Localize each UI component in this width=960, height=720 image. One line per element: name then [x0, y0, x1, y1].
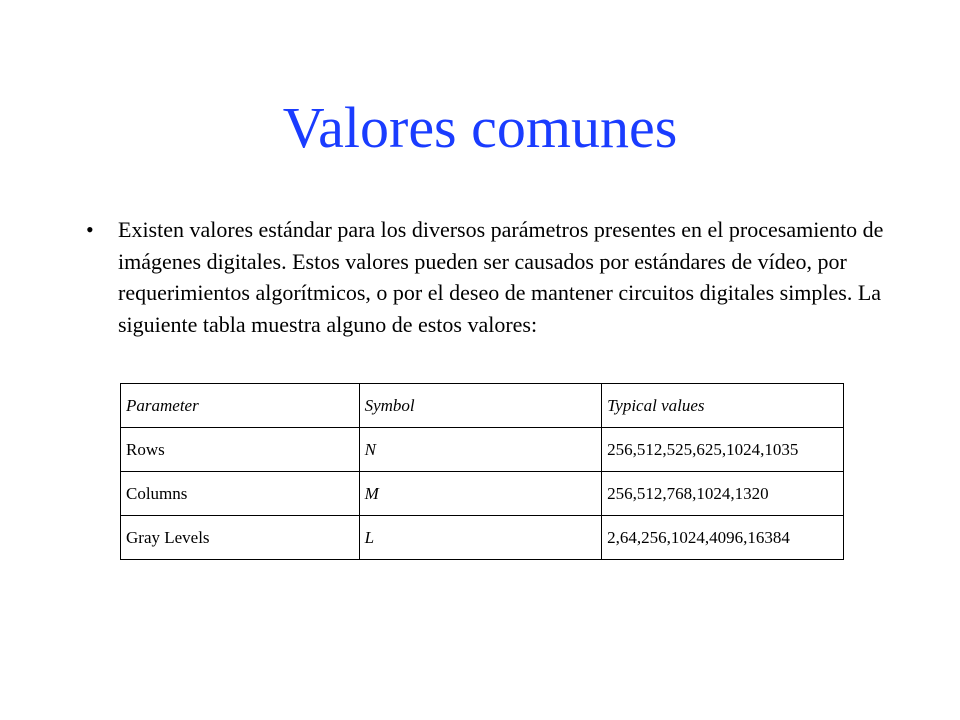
- header-parameter: Parameter: [121, 384, 360, 428]
- table-row: [121, 516, 844, 560]
- typical-values-table: [120, 383, 844, 560]
- table-header-row: [121, 384, 844, 428]
- cell-typical-values: 2,64,256,1024,4096,16384: [602, 516, 844, 560]
- cell-parameter: Gray Levels: [121, 516, 360, 560]
- slide-title: Valores comunes: [282, 95, 678, 160]
- cell-parameter: Columns: [121, 472, 360, 516]
- cell-symbol: N: [359, 428, 602, 472]
- table-row: [121, 472, 844, 516]
- table-row: [121, 428, 844, 472]
- cell-typical-values: 256,512,768,1024,1320: [602, 472, 844, 516]
- cell-symbol: L: [359, 516, 602, 560]
- cell-symbol: M: [359, 472, 602, 516]
- cell-typical-values: 256,512,525,625,1024,1035: [602, 428, 844, 472]
- header-symbol: Symbol: [359, 384, 602, 428]
- cell-parameter: Rows: [121, 428, 360, 472]
- bullet-dot: •: [86, 217, 94, 242]
- bullet-text: Existen valores estándar para los diversos parámetros presentes en el procesamiento de imágenes digitales. Estos valores pueden ser causados por estándares de vídeo, por requerimientos algorítmicos, o por el deseo de mantener circuitos digitales simples. La siguiente tabla muestra alguno de estos valores:: [118, 217, 884, 337]
- header-typical-values: Typical values: [602, 384, 844, 428]
